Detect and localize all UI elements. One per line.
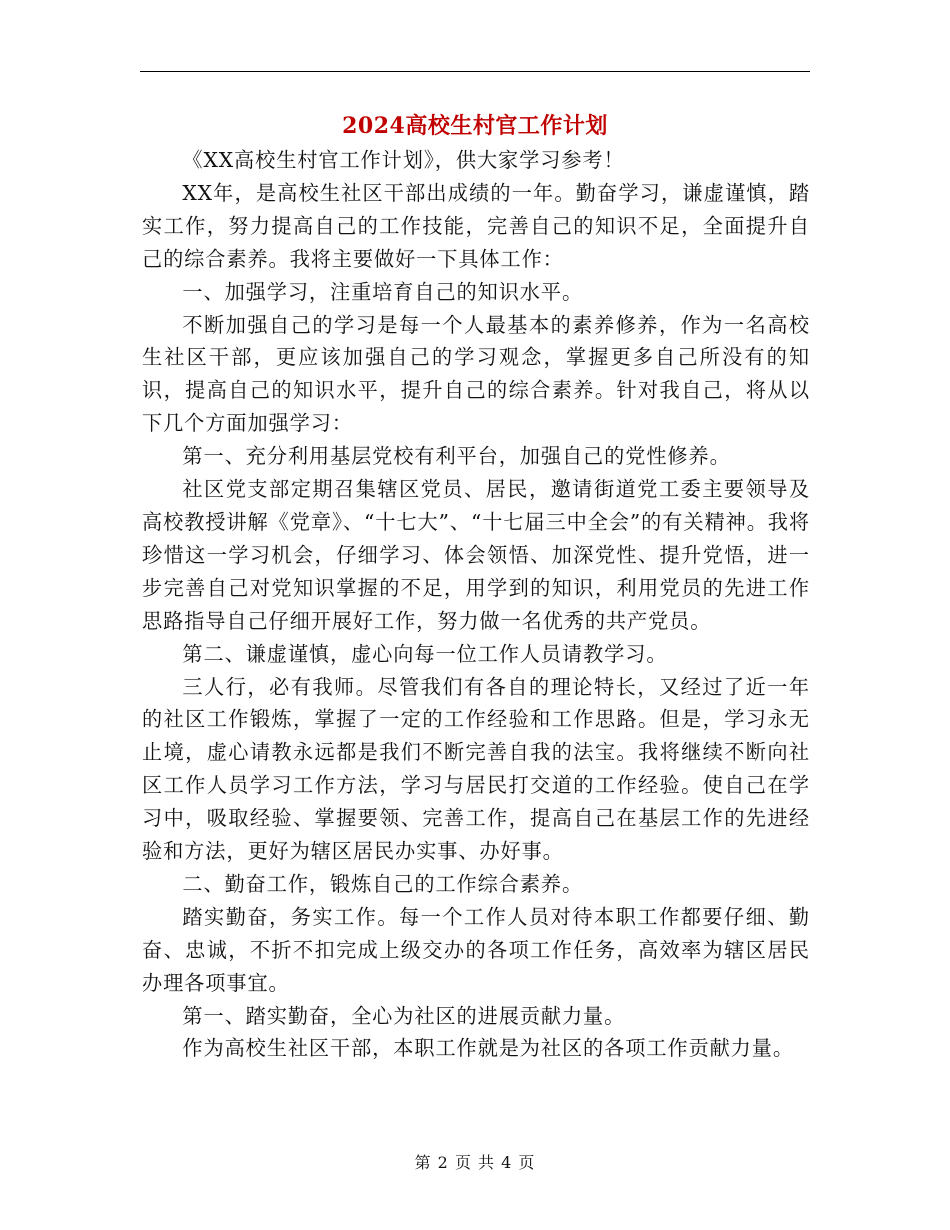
document-title: 2024高校生村官工作计划 [342,113,608,139]
paragraph: 踏实勤奋，务实工作。每一个工作人员对待本职工作都要仔细、勤奋、忠诚，不折不扣完成上级交办的各项工作任务，高效率为辖区居民办理各项事宜。 [142,904,810,995]
footer-middle: 页 共 [454,1153,496,1172]
section-heading: 二、勤奋工作，锻炼自己的工作综合素养。 [182,871,584,896]
paragraph: 作为高校生社区干部，本职工作就是为社区的各项工作贡献力量。 [182,1036,794,1061]
paragraph: 三人行，必有我师。尽管我们有各自的理论特长，又经过了近一年的社区工作锻炼，掌握了一定的工作经验和工作思路。但是，学习永无止境，虚心请教永远都是我们不断完善自我的法宝。我将继续不断向社区工作人员学习工作方法，学习与居民打交道的工作经验。使自己在学习中，吸取经验、掌握要领、完善工作，提高自己在基层工作的先进经验和方法，更好为辖区居民办实事、办好事。 [142,674,810,864]
footer-total-pages: 4 [501,1153,513,1172]
paragraph: 《XX高校生村官工作计划》，供大家学习参考！ [182,148,625,172]
paragraph: 社区党支部定期召集辖区党员、居民，邀请街道党工委主要领导及高校教授讲解《党章》、“十七大”、“十七届三中全会”的有关精神。我将珍惜这一学习机会，仔细学习、体会领悟、加深党性、提升党悟，进一步完善自己对党知识掌握的不足，用学到的知识，利用党员的先进工作思路指导自己仔细开展好工作，努力做一名优秀的共产党员。 [142,477,810,633]
subsection-heading: 第一、充分利用基层党校有利平台，加强自己的党性修养。 [182,444,731,469]
document-body [142,144,810,1065]
subsection-heading: 第一、踏实勤奋，全心为社区的进展贡献力量。 [182,1003,626,1028]
footer-suffix: 页 [518,1153,536,1172]
subsection-heading: 第二、谦虚谨慎，虚心向每一位工作人员请教学习。 [182,641,668,666]
page-number-footer [140,1151,810,1175]
paragraph: XX年，是高校生社区干部出成绩的一年。勤奋学习，谦虚谨慎，踏实工作，努力提高自己的工作技能，完善自己的知识不足，全面提升自己的综合素养。我将主要做好一下具体工作： [142,180,810,271]
footer-current-page: 2 [437,1153,449,1172]
footer-prefix: 第 [414,1153,432,1172]
section-heading: 一、加强学习，注重培育自己的知识水平。 [182,279,584,304]
paragraph: 不断加强自己的学习是每一个人最基本的素养修养，作为一名高校生社区干部，更应该加强自己的学习观念，掌握更多自己所没有的知识，提高自己的知识水平，提升自己的综合素养。针对我自己，将从以下几个方面加强学习： [142,312,810,436]
header-rule [140,71,810,72]
